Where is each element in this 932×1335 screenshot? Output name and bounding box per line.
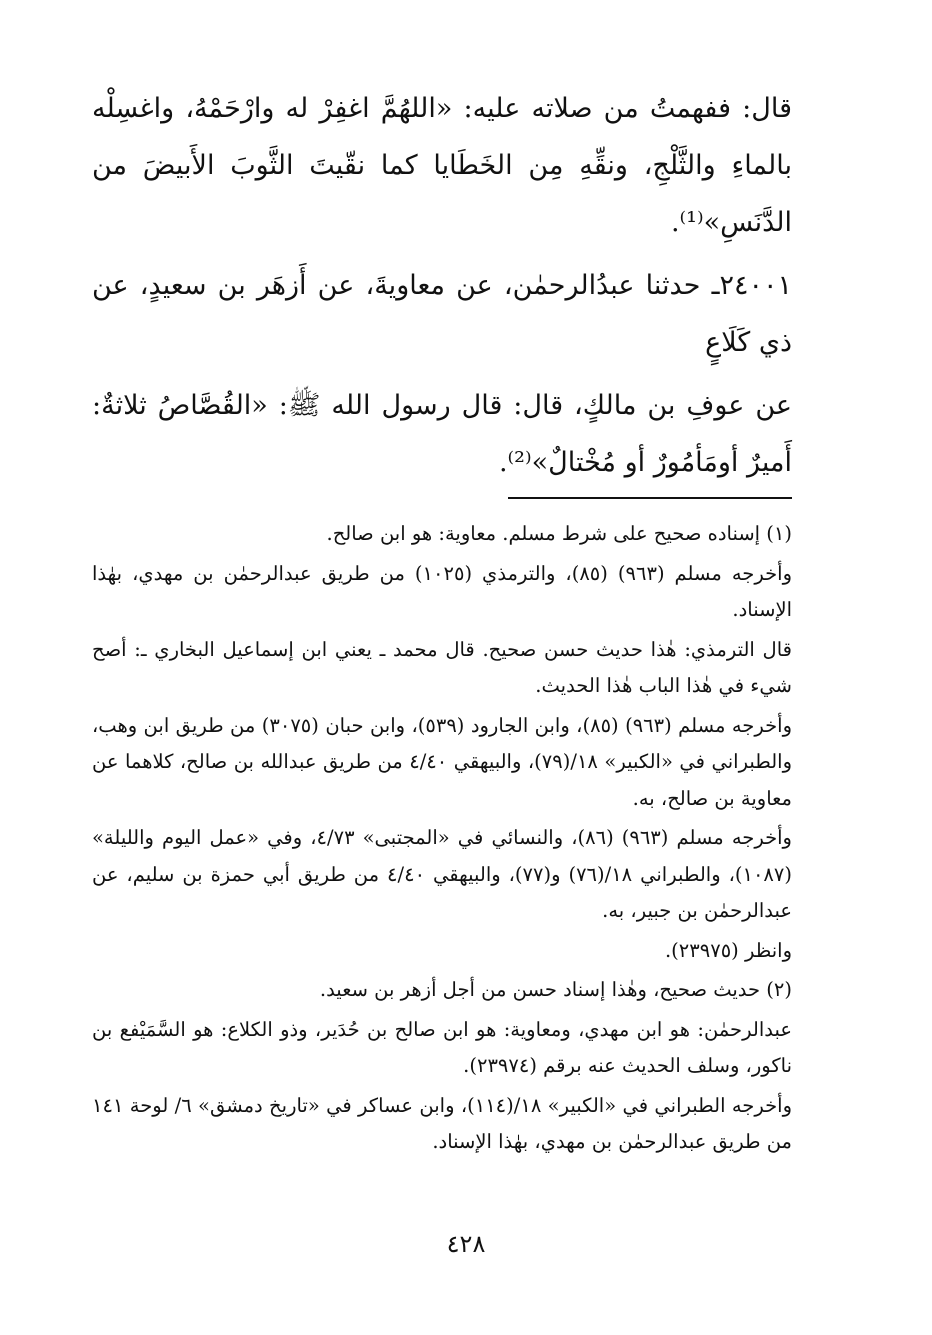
footnote-paragraph: وأخرجه مسلم (٩٦٣) (٨٥)، وابن الجارود (٥٣٩)، وابن حبان (٣٠٧٥) من طريق ابن وهب، والطبراني في «الكبير» ١٨/(٧٩)، والبيهقي ٤/٤٠ من طريق عبدالله بن صالح، كلاهما عن معاوية بن صالح، به.: [92, 713, 792, 810]
main-paragraph: ٢٤٠٠١ـ حدثنا عبدُالرحمٰن، عن معاويةَ، عن أَزهَر بن سعيدٍ، عن ذي كَلَاعٍ: [92, 270, 792, 358]
page-number: ٤٢٨: [446, 1230, 486, 1258]
footnote-paragraph: قال الترمذي: هٰذا حديث حسن صحيح. قال محمد ـ يعني ابن إسماعيل البخاري ـ: أصح شيء في هٰذا الباب هٰذا الحديث.: [92, 637, 792, 697]
main-paragraph: قال: ففهمتُ من صلاته عليه: «اللهُمَّ اغفِرْ له وارْحَمْهُ، واغسِلْه بالماءِ والثَّلْجِ، ونقِّهِ مِن الخَطَايا كما نقّيتَ الثَّوبَ الأَبيضَ من الدَّنَسِ»⁽¹⁾.: [92, 93, 792, 238]
main-paragraph: عن عوفِ بن مالكٍ، قال: قال رسول الله ﷺ: «القُصَّاصُ ثلاثةٌ: أَميرٌ أومَأمُورٌ أو مُخْتالٌ»⁽²⁾.: [92, 390, 792, 478]
footnote-paragraph: (٢) حديث صحيح، وهٰذا إسناد حسن من أجل أزهر بن سعيد.: [319, 978, 792, 1001]
footnote-divider: [508, 497, 792, 499]
footnote-paragraph: (١) إسناده صحيح على شرط مسلم. معاوية: هو ابن صالح.: [326, 522, 792, 545]
footnote-paragraph: عبدالرحمٰن: هو ابن مهدي، ومعاوية: هو ابن صالح بن حُدَير، وذو الكلاع: هو السَّمَيْفع بن ناكور، وسلف الحديث عنه برقم (٢٣٩٧٤).: [92, 1017, 792, 1077]
footnote-paragraph: وأخرجه مسلم (٩٦٣) (٨٦)، والنسائي في «المجتبى» ٤/٧٣، وفي «عمل اليوم والليلة» (١٠٨٧)، والطبراني ١٨/(٧٦) و(٧٧)، والبيهقي ٤/٤٠ من طريق أبي حمزة بن سليم، عن عبدالرحمٰن بن جبير، به.: [92, 826, 792, 922]
footnote-paragraph: وانظر (٢٣٩٧٥).: [664, 938, 792, 962]
main-text: [92, 80, 792, 497]
footnote-paragraph: وأخرجه مسلم (٩٦٣) (٨٥)، والترمذي (١٠٢٥) من طريق عبدالرحمٰن بن مهدي، بهٰذا الإسناد.: [92, 561, 792, 621]
footnote-paragraph: وأخرجه الطبراني في «الكبير» ١٨/(١١٤)، وابن عساكر في «تاريخ دمشق» ٦/ لوحة ١٤١ من طريق عبدالرحمٰن بن مهدي، بهٰذا الإسناد.: [92, 1093, 792, 1153]
footnotes: [92, 516, 792, 1164]
